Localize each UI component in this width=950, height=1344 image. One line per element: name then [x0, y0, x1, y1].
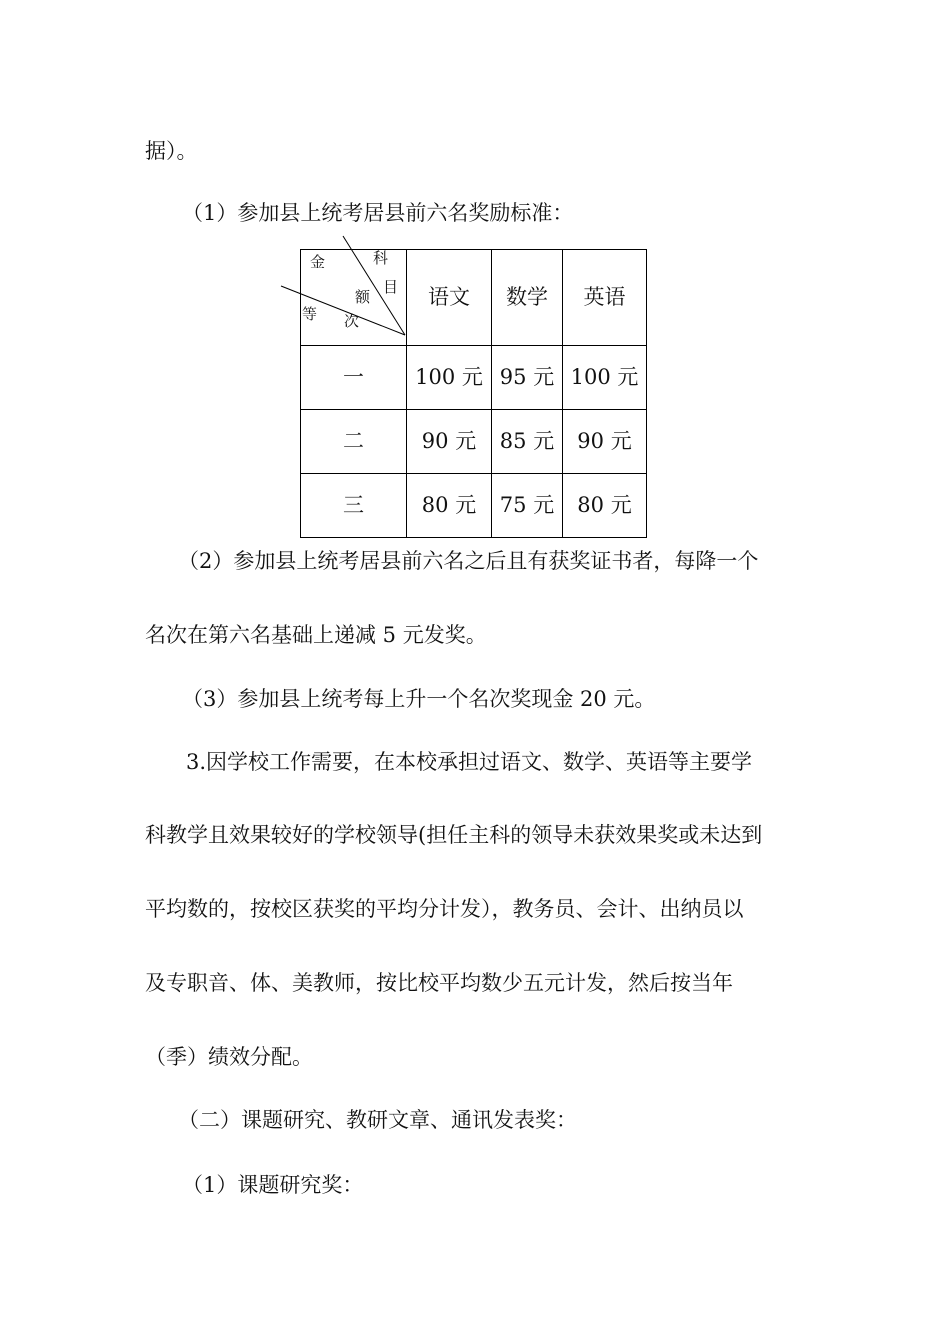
paragraph-after-sixth: （2）参加县上统考居县前六名之后且有获奖证书者，每降一个: [178, 549, 759, 573]
table-row: [301, 410, 647, 474]
table-header-row: [301, 250, 647, 346]
header-english: 英语: [563, 250, 647, 346]
diagonal-label-ke: 科: [373, 249, 389, 267]
section-heading-research: （二）课题研究、教研文章、通讯发表奖：: [178, 1108, 577, 1132]
table-row: [301, 474, 647, 538]
paragraph-performance: （季）绩效分配。: [145, 1045, 313, 1069]
value-cell: 100 元: [407, 346, 492, 410]
diagonal-label-e: 额: [355, 288, 371, 306]
award-table-container: [300, 249, 647, 538]
diagonal-label-jin: 金: [310, 253, 326, 271]
table-row: [301, 346, 647, 410]
rank-cell: 三: [301, 474, 407, 538]
value-cell: 80 元: [563, 474, 647, 538]
value-cell: 80 元: [407, 474, 492, 538]
value-cell: 90 元: [407, 410, 492, 474]
header-math: 数学: [492, 250, 563, 346]
award-table: [300, 249, 647, 538]
paragraph-average: 平均数的，按校区获奖的平均分计发），教务员、会计、出纳员以: [145, 897, 744, 921]
diagonal-label-mu: 目: [383, 278, 399, 296]
paragraph-school-needs: 3.因学校工作需要，在本校承担过语文、数学、英语等主要学: [186, 750, 753, 774]
value-cell: 100 元: [563, 346, 647, 410]
diagonal-label-deng: 等: [302, 305, 318, 323]
diagonal-header-cell: [301, 250, 407, 346]
paragraph-research-award: （1）课题研究奖：: [182, 1173, 364, 1197]
rank-cell: 一: [301, 346, 407, 410]
value-cell: 75 元: [492, 474, 563, 538]
paragraph-1: 据）。: [145, 139, 198, 163]
paragraph-decrement: 名次在第六名基础上递减 5 元发奖。: [145, 623, 487, 647]
value-cell: 90 元: [563, 410, 647, 474]
paragraph-leaders: 科教学且效果较好的学校领导(担任主科的领导未获效果奖或未达到: [145, 823, 763, 847]
paragraph-award-standard: （1）参加县上统考居县前六名奖励标准：: [182, 201, 574, 225]
value-cell: 85 元: [492, 410, 563, 474]
diagonal-label-ci: 次: [344, 312, 360, 330]
paragraph-rise-reward: （3）参加县上统考每上升一个名次奖现金 20 元。: [182, 687, 656, 711]
rank-cell: 二: [301, 410, 407, 474]
paragraph-teachers: 及专职音、体、美教师，按比校平均数少五元计发，然后按当年: [145, 971, 733, 995]
header-chinese: 语文: [407, 250, 492, 346]
value-cell: 95 元: [492, 346, 563, 410]
